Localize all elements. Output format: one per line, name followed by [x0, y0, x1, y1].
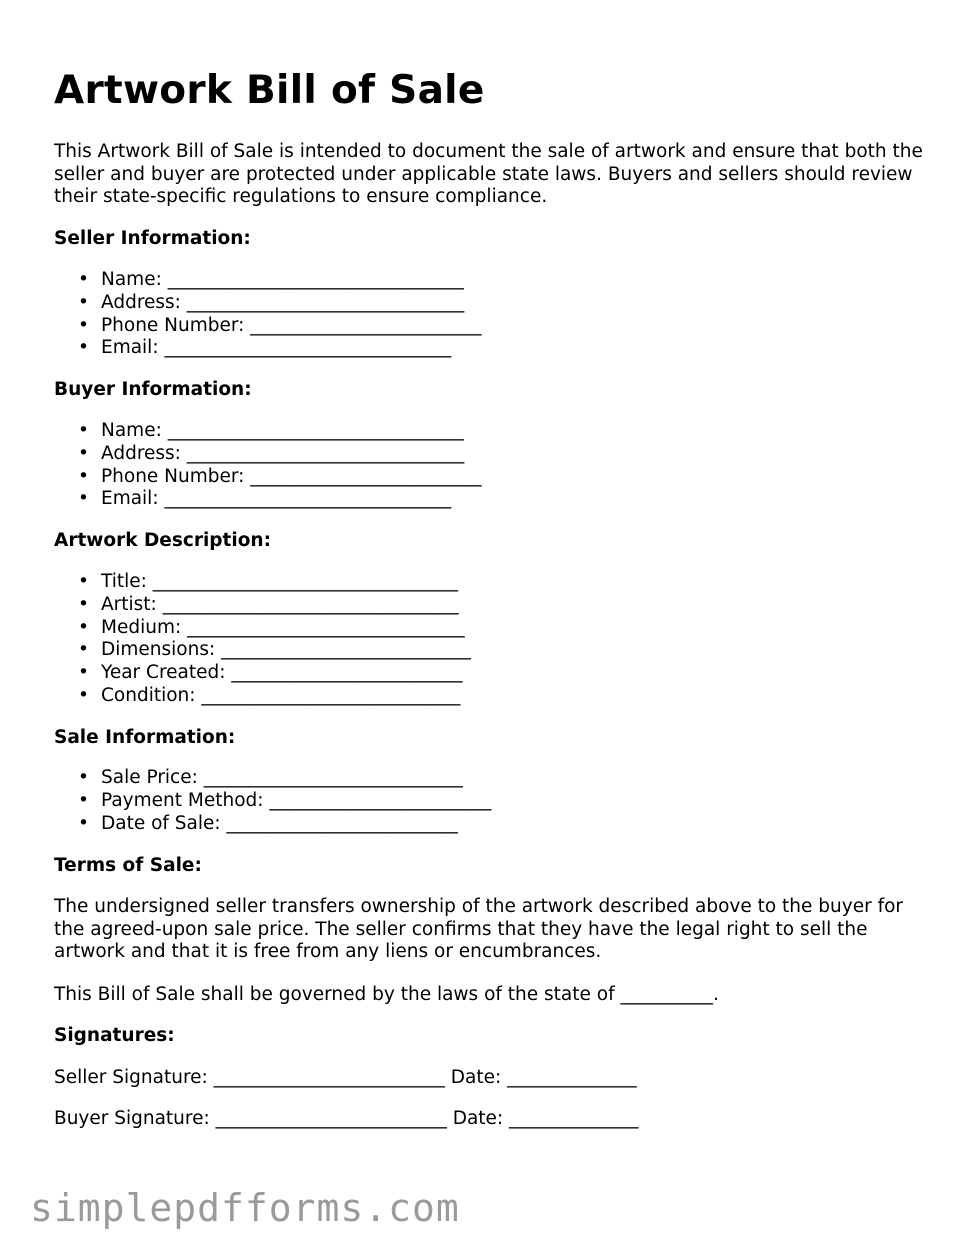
artwork-title-field[interactable]: Title: _________________________________	[101, 571, 459, 592]
artwork-condition-item: • Condition: ____________________________	[78, 684, 461, 706]
payment-method-field[interactable]: Payment Method: ________________________	[101, 789, 492, 811]
artwork-title-item: • Title: _________________________________	[78, 571, 459, 592]
sale-heading: Sale Information:	[54, 727, 236, 748]
signatures-heading: Signatures:	[54, 1025, 175, 1046]
watermark-text: simplepdfforms.com	[30, 1186, 460, 1230]
artwork-medium-item: • Medium: ______________________________	[78, 616, 465, 638]
seller-name-item: • Name: ________________________________	[78, 269, 464, 290]
seller-name-field[interactable]: Name: ________________________________	[101, 269, 464, 290]
page-title: Artwork Bill of Sale	[54, 68, 485, 113]
seller-phone-item: • Phone Number: _________________________	[78, 314, 482, 336]
buyer-address-field[interactable]: Address: ______________________________	[101, 442, 465, 464]
artwork-dimensions-field[interactable]: Dimensions: ___________________________	[101, 639, 471, 661]
buyer-email-item: • Email: _______________________________	[78, 488, 452, 510]
buyer-email-field[interactable]: Email: _______________________________	[101, 488, 452, 510]
artwork-medium-field[interactable]: Medium: ______________________________	[101, 616, 465, 638]
buyer-name-field[interactable]: Name: ________________________________	[101, 420, 464, 441]
buyer-address-item: • Address: ______________________________	[78, 442, 465, 464]
intro-paragraph: This Artwork Bill of Sale is intended to document the sale of artwork and ensure that both the seller and buyer are protected under applicable state laws. Buyers and sellers should review their state-specific regulations to ensure compliance.	[54, 141, 923, 207]
governing-law-field[interactable]: This Bill of Sale shall be governed by the laws of the state of __________.	[54, 984, 719, 1005]
terms-heading: Terms of Sale:	[54, 855, 202, 876]
sale-price-field[interactable]: Sale Price: ____________________________	[101, 767, 463, 788]
seller-email-field[interactable]: Email: _______________________________	[101, 337, 452, 359]
seller-email-item: • Email: _______________________________	[78, 337, 452, 359]
artwork-artist-item: • Artist: ________________________________	[78, 593, 459, 615]
artwork-artist-field[interactable]: Artist: ________________________________	[101, 593, 459, 615]
payment-method-item: • Payment Method: ________________________	[78, 789, 492, 811]
sale-date-field[interactable]: Date of Sale: _________________________	[101, 812, 458, 834]
sale-date-item: • Date of Sale: _________________________	[78, 812, 458, 834]
artwork-dimensions-item: • Dimensions: ___________________________	[78, 639, 471, 661]
terms-paragraph: The undersigned seller transfers ownership of the artwork described above to the buyer for the agreed-upon sale price. The seller confirms that they have the legal right to sell the artwork and that it is free from any liens or encumbrances.	[54, 896, 904, 962]
seller-phone-field[interactable]: Phone Number: _________________________	[101, 314, 482, 336]
seller-heading: Seller Information:	[54, 228, 251, 249]
artwork-condition-field[interactable]: Condition: ____________________________	[101, 684, 461, 706]
artwork-list	[54, 571, 471, 708]
buyer-phone-item: • Phone Number: _________________________	[78, 465, 482, 487]
buyer-heading: Buyer Information:	[54, 379, 252, 400]
buyer-name-item: • Name: ________________________________	[78, 420, 464, 441]
artwork-heading: Artwork Description:	[54, 530, 272, 551]
buyer-signature-field[interactable]: Buyer Signature: _________________________ Date: ______________	[54, 1108, 639, 1129]
artwork-year-field[interactable]: Year Created: _________________________	[101, 662, 463, 684]
seller-address-item: • Address: ______________________________	[78, 291, 465, 313]
sale-price-item: • Sale Price: ____________________________	[78, 767, 463, 788]
buyer-phone-field[interactable]: Phone Number: _________________________	[101, 465, 482, 487]
seller-list	[54, 269, 482, 360]
sale-list	[54, 767, 491, 835]
seller-address-field[interactable]: Address: ______________________________	[101, 291, 465, 313]
seller-signature-field[interactable]: Seller Signature: _________________________ Date: ______________	[54, 1067, 637, 1088]
buyer-list	[54, 420, 482, 511]
artwork-year-item: • Year Created: _________________________	[78, 662, 463, 684]
